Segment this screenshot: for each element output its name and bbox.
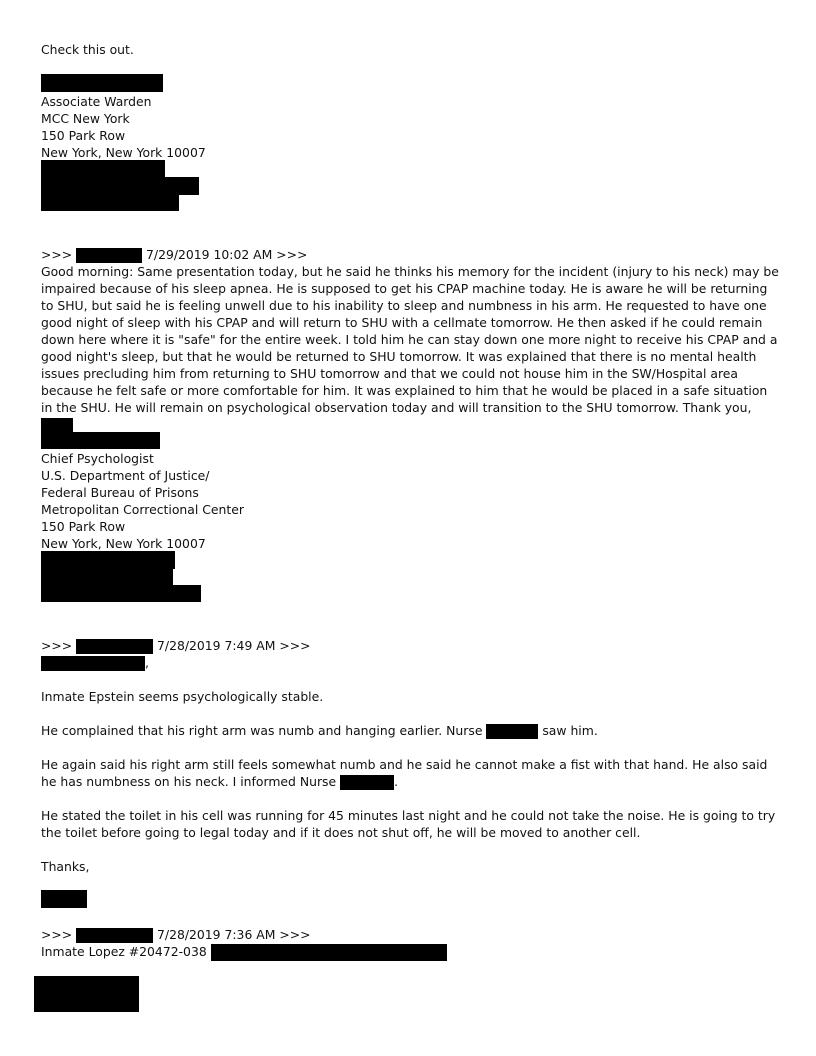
email1-body (41, 263, 781, 433)
sig2-facility: Metropolitan Correctional Center (41, 502, 244, 517)
sig2-dept: U.S. Department of Justice/ (41, 468, 210, 483)
redacted-sig2-name (41, 432, 160, 449)
redacted-email1-sender (76, 248, 142, 263)
sig2-city: New York, New York 10007 (41, 536, 206, 551)
email3-body-text: Inmate Lopez #20472-038 (41, 944, 211, 959)
email2-greeting (41, 654, 149, 671)
sig1-city: New York, New York 10007 (41, 145, 206, 160)
email3-header-date: 7/28/2019 7:36 AM >>> (153, 927, 311, 942)
email3-header-prefix: >>> (41, 927, 77, 942)
email2-closing: Thanks, (41, 859, 90, 874)
sig2-title: Chief Psychologist (41, 451, 154, 466)
email2-p3 (41, 756, 781, 790)
redacted-email2-sender (76, 639, 153, 654)
redacted-nurse-name-1 (486, 724, 538, 739)
redacted-email3-sender (76, 928, 153, 943)
email2-p2-before: He complained that his right arm was numb and hanging earlier. Nurse (41, 723, 487, 738)
email2-header-prefix: >>> (41, 638, 77, 653)
email1-header-prefix: >>> (41, 247, 77, 262)
sig1-title: Associate Warden (41, 94, 152, 109)
redacted-nurse-name-2 (340, 775, 394, 790)
intro-text: Check this out. (41, 42, 134, 57)
email2-p1: Inmate Epstein seems psychologically stable. (41, 689, 324, 704)
redacted-contact-2 (41, 177, 199, 195)
redacted-email2-signoff (41, 890, 87, 908)
redacted-sig2-contact-1 (41, 551, 175, 569)
redacted-sig2-contact-2 (41, 568, 173, 585)
redacted-sig2-contact-3 (41, 585, 201, 602)
sig1-street: 150 Park Row (41, 128, 126, 143)
email2-greeting-comma: , (145, 655, 149, 670)
email2-p3-before: He again said his right arm still feels somewhat numb and he said he cannot make a fist with that hand. He also said he has numbness on his neck. I informed Nurse (41, 757, 768, 789)
email3-header (41, 926, 311, 943)
sig1-org: MCC New York (41, 111, 130, 126)
email3-body (41, 943, 447, 961)
email2-p2-after: saw him. (538, 723, 598, 738)
redacted-contact-3 (41, 194, 179, 211)
sig2-street: 150 Park Row (41, 519, 126, 534)
redacted-email1-signoff (41, 418, 73, 433)
email1-body-text: Good morning: Same presentation today, but he said he thinks his memory for the incident (injury to his neck) may be impaired because of his sleep apnea. He is supposed to get his CPAP machine today. He is aware he will be returning to SHU, but said he is feeling unwell due to his inability to sleep and numbness in his arm. He requested to have one good night of sleep with his CPAP and will return to SHU with a cellmate tomorrow. He then asked if he could remain down here where it is "safe" for the entire week. I told him he can stay down one more night to receive his CPAP and a good night's sleep, but that he would be returned to SHU tomorrow. It was explained that there is no mental health issues precluding him from returning to SHU tomorrow and that we could not house him in the SW/Hospital area because he felt safe or more comfortable for him. It was explained to him that he would be placed in a safe situation in the SHU. He will remain on psychological observation today and will transition to the SHU tomorrow. Thank you, (41, 264, 779, 415)
email1-header-date: 7/29/2019 10:02 AM >>> (142, 247, 308, 262)
redacted-email2-recipient (41, 656, 145, 671)
sig2-bureau: Federal Bureau of Prisons (41, 485, 199, 500)
redacted-email3-signature (34, 976, 139, 1012)
email1-header (41, 246, 307, 263)
redacted-email3-content (211, 944, 447, 961)
email2-header (41, 637, 311, 654)
email2-p3-after: . (394, 774, 399, 789)
email2-p2 (41, 722, 598, 739)
redacted-contact-1 (41, 160, 165, 178)
email2-header-date: 7/28/2019 7:49 AM >>> (153, 638, 311, 653)
redacted-sender-name (41, 74, 163, 92)
email2-p4: He stated the toilet in his cell was running for 45 minutes last night and he could not take the noise. He is going to try the toilet before going to legal today and if it does not shut off, he will be moved to another cell. (41, 808, 776, 840)
